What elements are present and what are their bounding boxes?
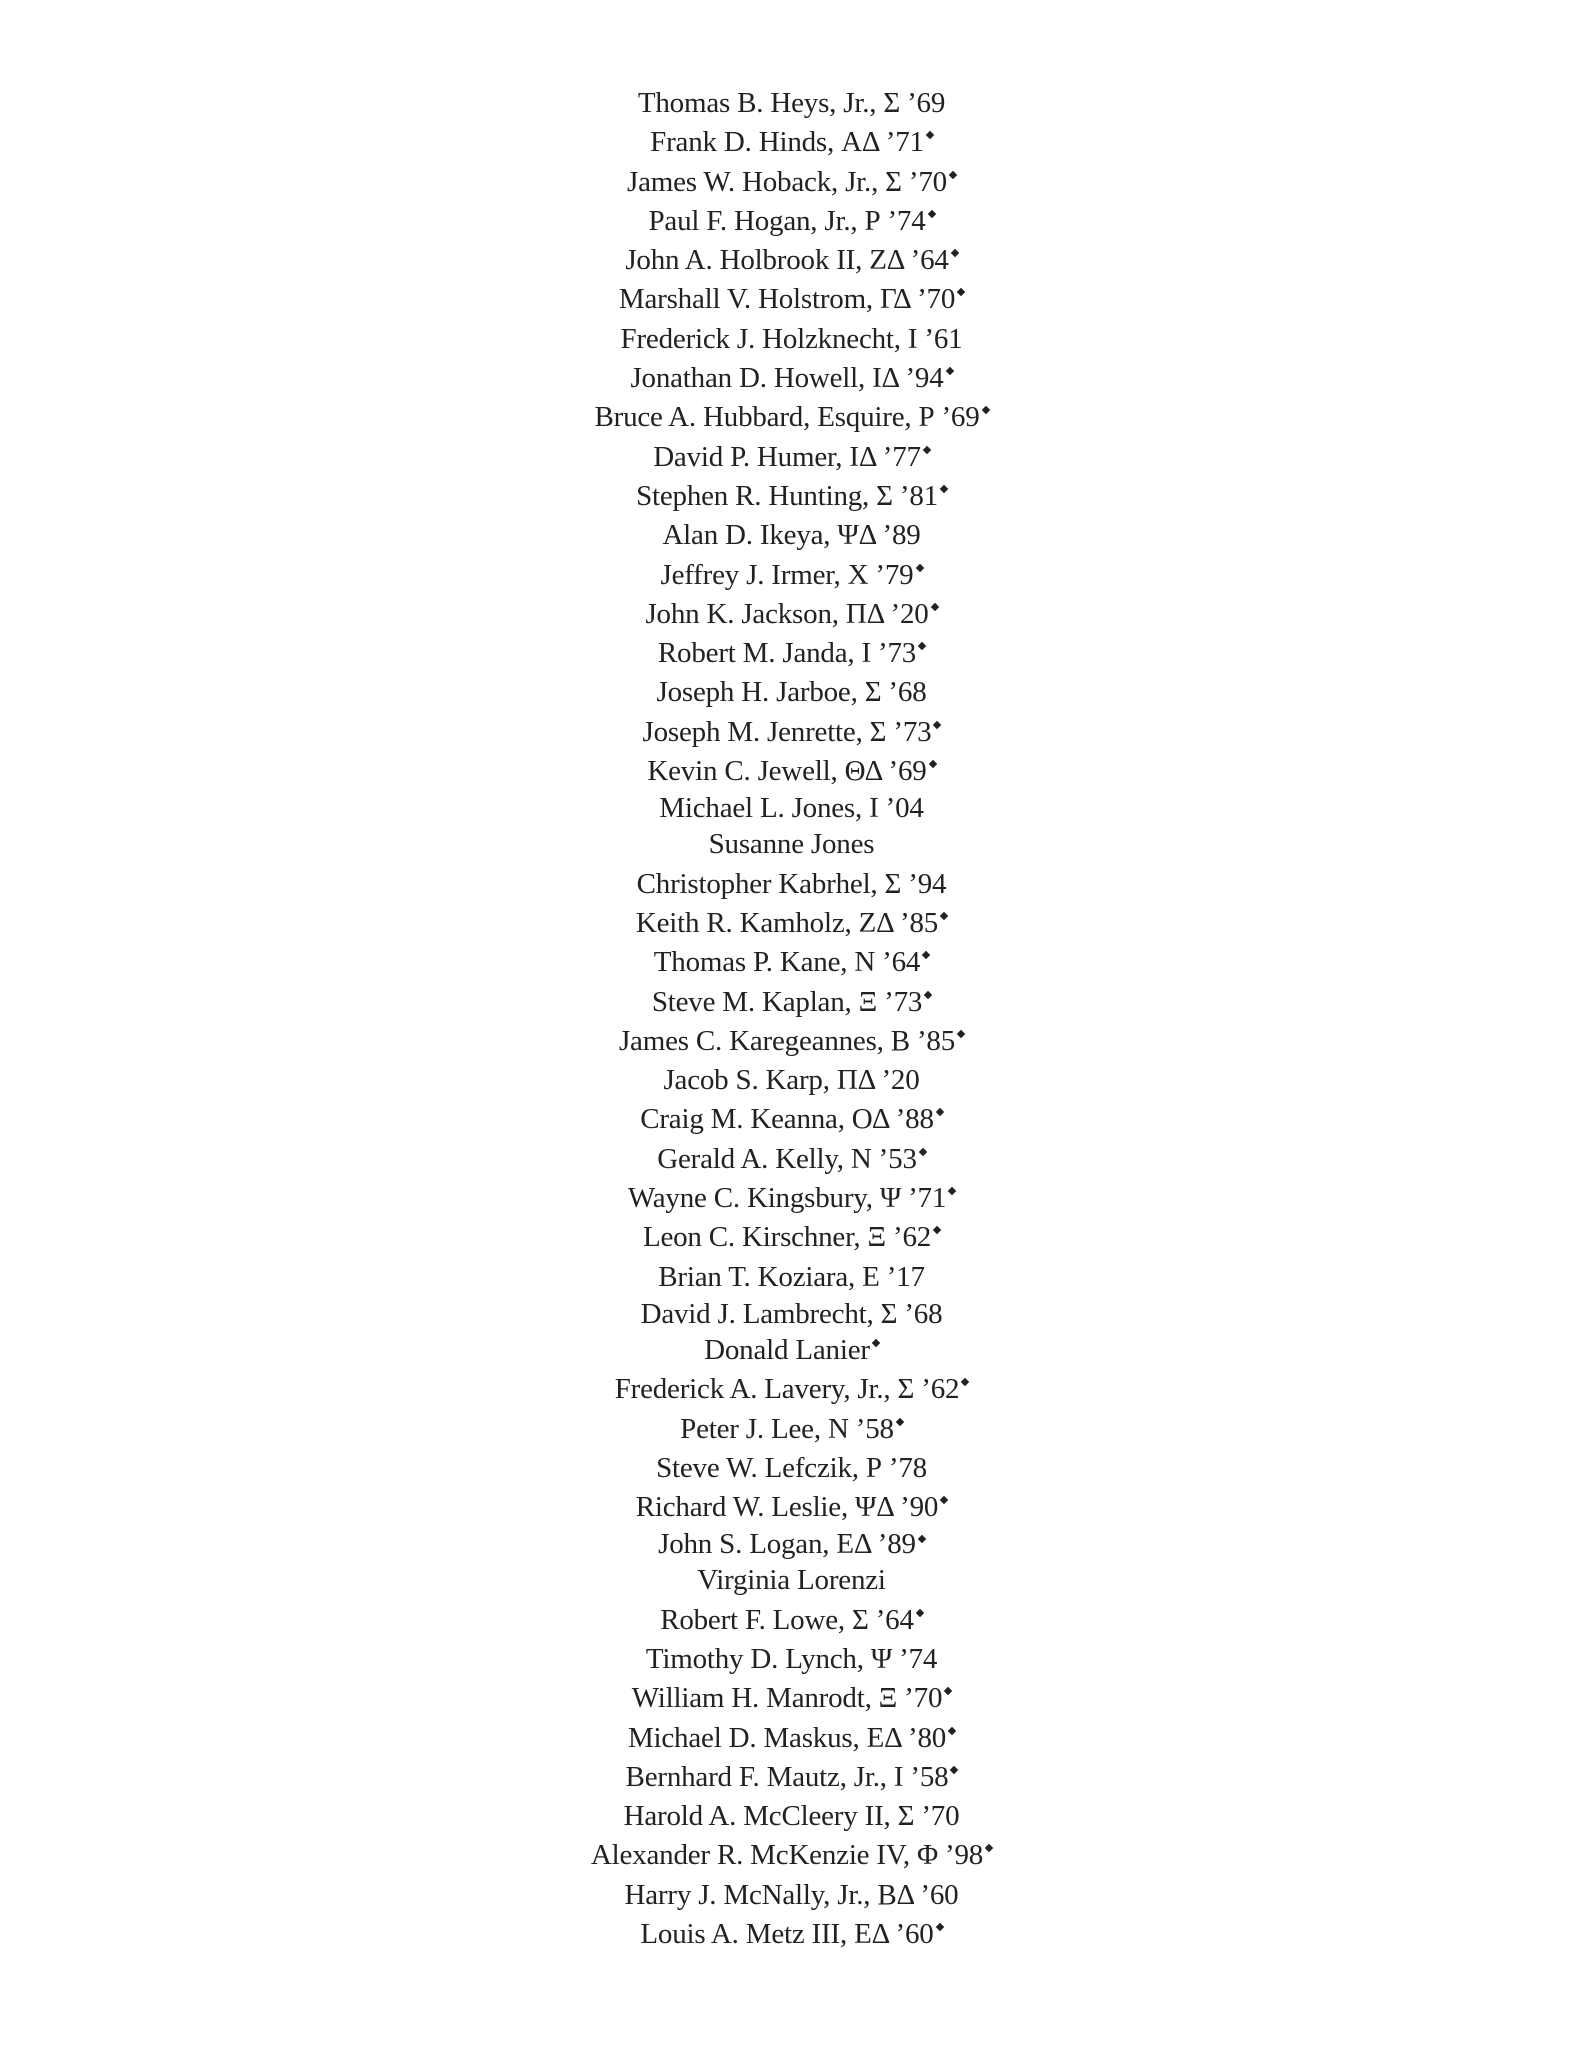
entry-text: Joseph H. Jarboe, Σ ’68: [656, 676, 927, 709]
list-item: [0, 943, 1583, 982]
list-item: [0, 1258, 1583, 1297]
diamond-icon: [940, 912, 948, 920]
diamond-icon: [945, 367, 953, 375]
diamond-icon: [915, 563, 923, 571]
list-item: [0, 1410, 1583, 1449]
entry-text: Harold A. McCleery II, Σ ’70: [623, 1800, 960, 1833]
entry-text: Leon C. Kirschner, Ξ ’62: [642, 1221, 932, 1254]
list-item: [0, 477, 1583, 516]
diamond-icon: [950, 249, 958, 257]
list-item: [0, 1100, 1583, 1139]
entry-text: Thomas P. Kane, Ν ’64: [653, 946, 921, 979]
entry-text: Jonathan D. Howell, ΙΔ ’94: [630, 362, 944, 395]
list-item: [0, 1370, 1583, 1409]
entry-text: Stephen R. Hunting, Σ ’81: [636, 479, 938, 512]
diamond-icon: [935, 1923, 943, 1931]
entry-text: Christopher Kabrhel, Σ ’94: [636, 867, 947, 900]
list-item: [0, 1022, 1583, 1061]
name-list: [0, 84, 1583, 1954]
list-item: [0, 556, 1583, 595]
entry-text: Frederick A. Lavery, Jr., Σ ’62: [614, 1373, 960, 1406]
list-item: [0, 516, 1583, 555]
list-item: [0, 1561, 1583, 1600]
list-item: [0, 1915, 1583, 1954]
entry-text: Marshall V. Holstrom, ΓΔ ’70: [618, 283, 956, 316]
diamond-icon: [872, 1339, 880, 1347]
list-item: [0, 359, 1583, 398]
list-item: [0, 1640, 1583, 1679]
list-item: [0, 1331, 1583, 1370]
list-item: [0, 241, 1583, 280]
list-item: [0, 320, 1583, 359]
list-item: [0, 983, 1583, 1022]
entry-text: John A. Holbrook II, ΖΔ ’64: [625, 244, 949, 277]
diamond-icon: [981, 406, 989, 414]
entry-text: Frank D. Hinds, ΑΔ ’71: [650, 126, 924, 159]
list-item: [0, 1179, 1583, 1218]
list-item: [0, 825, 1583, 864]
entry-text: Michael D. Maskus, ΕΔ ’80: [627, 1721, 947, 1754]
diamond-icon: [957, 288, 965, 296]
diamond-icon: [922, 951, 930, 959]
entry-text: John S. Logan, ΕΔ ’89: [658, 1528, 916, 1561]
diamond-icon: [933, 1226, 941, 1234]
entry-text: Peter J. Lee, Ν ’58: [680, 1412, 894, 1445]
entry-text: Robert M. Janda, Ι ’73: [657, 637, 917, 670]
list-item: [0, 791, 1583, 825]
diamond-icon: [918, 642, 926, 650]
diamond-icon: [961, 1378, 969, 1386]
entry-text: Jacob S. Karp, ΠΔ ’20: [663, 1064, 920, 1097]
diamond-icon: [916, 1608, 924, 1616]
entry-text: Gerald A. Kelly, Ν ’53: [657, 1142, 917, 1175]
list-item: [0, 398, 1583, 437]
list-item: [0, 595, 1583, 634]
list-item: [0, 904, 1583, 943]
diamond-icon: [923, 445, 931, 453]
list-item: [0, 865, 1583, 904]
entry-text: John K. Jackson, ΠΔ ’20: [645, 597, 929, 630]
entry-text: Harry J. McNally, Jr., ΒΔ ’60: [624, 1878, 959, 1911]
diamond-icon: [924, 990, 932, 998]
list-item: [0, 1719, 1583, 1758]
entry-text: Joseph M. Jenrette, Σ ’73: [642, 715, 932, 748]
list-item: [0, 1758, 1583, 1797]
entry-text: James C. Karegeannes, Β ’85: [618, 1024, 956, 1057]
entry-text: Keith R. Kamholz, ΖΔ ’85: [635, 906, 939, 939]
list-item: [0, 1140, 1583, 1179]
entry-text: Louis A. Metz III, ΕΔ ’60: [640, 1918, 934, 1951]
list-item: [0, 1061, 1583, 1100]
entry-text: Wayne C. Kingsbury, Ψ ’71: [627, 1182, 947, 1215]
diamond-icon: [918, 1535, 926, 1543]
diamond-icon: [927, 210, 935, 218]
list-item: [0, 1876, 1583, 1915]
entry-text: Alexander R. McKenzie IV, Φ ’98: [590, 1839, 984, 1872]
entry-text: Jeffrey J. Irmer, Χ ’79: [660, 558, 914, 591]
list-item: [0, 438, 1583, 477]
entry-text: David P. Humer, ΙΔ ’77: [653, 440, 921, 473]
list-item: [0, 1797, 1583, 1836]
entry-text: Susanne Jones: [708, 828, 875, 861]
list-item: [0, 202, 1583, 241]
diamond-icon: [949, 170, 957, 178]
diamond-icon: [940, 1496, 948, 1504]
list-item: [0, 1679, 1583, 1718]
entry-text: Robert F. Lowe, Σ ’64: [660, 1603, 914, 1636]
entry-text: Donald Lanier: [704, 1333, 870, 1366]
entry-text: Timothy D. Lynch, Ψ ’74: [645, 1642, 938, 1675]
list-item: [0, 1449, 1583, 1488]
entry-text: Frederick J. Holzknecht, Ι ’61: [620, 322, 963, 355]
entry-text: Steve W. Lefczik, Ρ ’78: [656, 1451, 927, 1484]
list-item: [0, 752, 1583, 791]
diamond-icon: [919, 1147, 927, 1155]
entry-text: Bernhard F. Mautz, Jr., Ι ’58: [625, 1760, 949, 1793]
diamond-icon: [948, 1187, 956, 1195]
entry-text: Alan D. Ikeya, ΨΔ ’89: [662, 519, 921, 552]
entry-text: Brian T. Koziara, Ε ’17: [658, 1260, 925, 1293]
diamond-icon: [950, 1766, 958, 1774]
entry-text: Kevin C. Jewell, ΘΔ ’69: [647, 755, 927, 788]
diamond-icon: [936, 1108, 944, 1116]
list-item: [0, 123, 1583, 162]
entry-text: Michael L. Jones, Ι ’04: [659, 792, 924, 825]
list-item: [0, 1836, 1583, 1875]
diamond-icon: [896, 1417, 904, 1425]
list-item: [0, 1297, 1583, 1331]
list-item: [0, 1527, 1583, 1561]
entry-text: Steve M. Kaplan, Ξ ’73: [651, 985, 923, 1018]
list-item: [0, 1218, 1583, 1257]
diamond-icon: [933, 721, 941, 729]
entry-text: Bruce A. Hubbard, Esquire, Ρ ’69: [594, 401, 980, 434]
list-item: [0, 1601, 1583, 1640]
list-item: [0, 163, 1583, 202]
diamond-icon: [928, 760, 936, 768]
diamond-icon: [948, 1726, 956, 1734]
list-item: [0, 673, 1583, 712]
entry-text: James W. Hoback, Jr., Σ ’70: [627, 165, 947, 198]
entry-text: Craig M. Keanna, ΟΔ ’88: [640, 1103, 934, 1136]
list-item: [0, 713, 1583, 752]
diamond-icon: [944, 1687, 952, 1695]
entry-text: Richard W. Leslie, ΨΔ ’90: [635, 1491, 939, 1524]
list-item: [0, 634, 1583, 673]
entry-text: Virginia Lorenzi: [697, 1564, 886, 1597]
entry-text: William H. Manrodt, Ξ ’70: [631, 1682, 943, 1715]
diamond-icon: [926, 131, 934, 139]
entry-text: Paul F. Hogan, Jr., Ρ ’74: [648, 204, 926, 237]
list-item: [0, 84, 1583, 123]
diamond-icon: [985, 1844, 993, 1852]
diamond-icon: [940, 485, 948, 493]
diamond-icon: [957, 1030, 965, 1038]
entry-text: David J. Lambrecht, Σ ’68: [640, 1297, 943, 1330]
list-item: [0, 280, 1583, 319]
diamond-icon: [930, 603, 938, 611]
entry-text: Thomas B. Heys, Jr., Σ ’69: [637, 87, 946, 119]
list-item: [0, 1488, 1583, 1527]
